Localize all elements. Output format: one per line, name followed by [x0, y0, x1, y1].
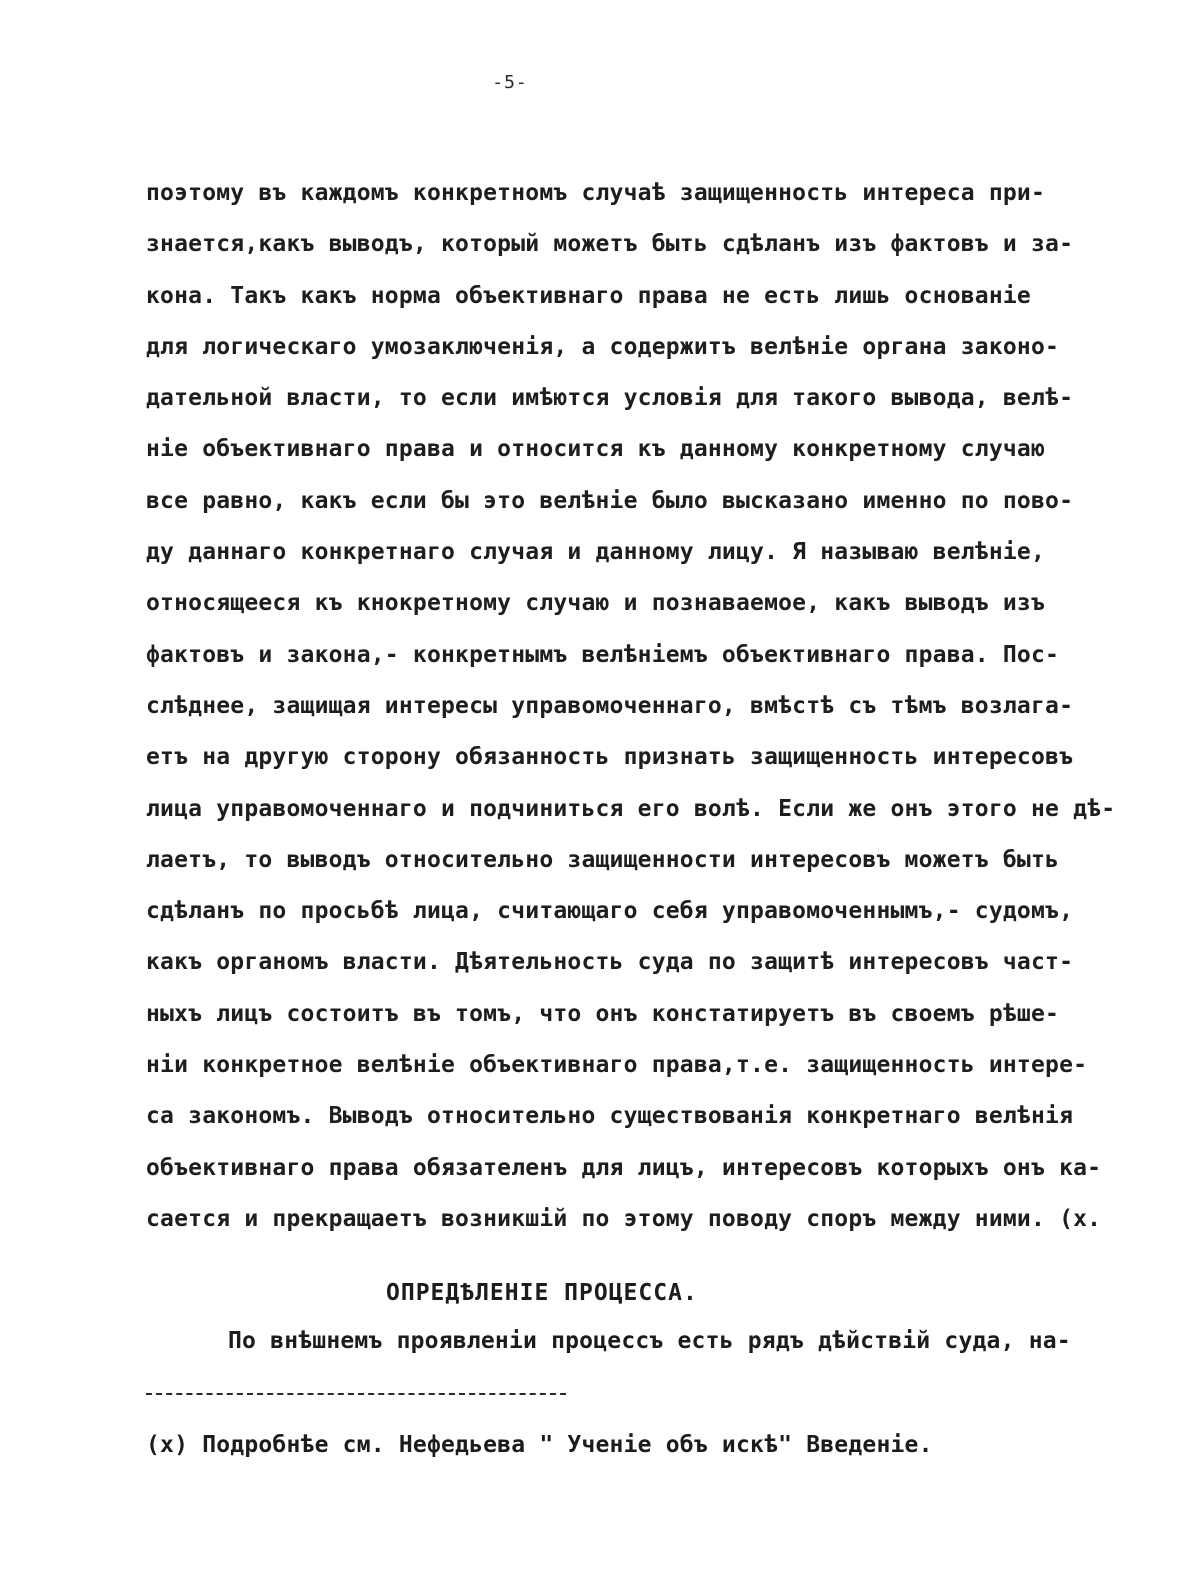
paragraph-line: относящееся къ кнокретному случаю и познаваемое, какъ выводъ изъ — [146, 590, 1046, 617]
section-heading: ОПРЕДѢЛЕНІЕ ПРОЦЕССА. — [386, 1280, 698, 1306]
paragraph-line: сается и прекращаетъ возникшій по этому поводу споръ между ними. (х. — [146, 1205, 1102, 1232]
paragraph-line: поэтому въ каждомъ конкретномъ случаѣ защищенность интереса при- — [146, 180, 1046, 206]
footnote-separator — [146, 1393, 566, 1395]
paragraph-line: са закономъ. Выводъ относительно существованія конкретнаго велѣнія — [146, 1103, 1074, 1130]
paragraph-line: ду даннаго конкретнаго случая и данному лицу. Я называю велѣніе, — [146, 539, 1046, 566]
page-number: -5- — [492, 72, 528, 93]
footnote: (х) Подробнѣе см. Нефедьева " Ученіе объ искѣ" Введеніе. — [146, 1432, 933, 1458]
paragraph-line: все равно, какъ если бы это велѣніе было высказано именно по пово- — [146, 487, 1074, 514]
section-first-line: По внѣшнемъ проявленіи процессъ есть рядъ дѣйствій суда, на- — [228, 1328, 1071, 1354]
paragraph-line: слѣднее, защищая интересы управомоченнаго, вмѣстѣ съ тѣмъ возлага- — [146, 692, 1074, 719]
paragraph-line: етъ на другую сторону обязанность признать защищенность интересовъ — [146, 744, 1074, 771]
paragraph-line: ніе объективнаго права и относится къ данному конкретному случаю — [146, 436, 1046, 463]
paragraph-line: какъ органомъ власти. Дѣятельность суда по защитѣ интересовъ част- — [146, 949, 1074, 976]
paragraph-line: дательной власти, то если имѣются условія для такого вывода, велѣ- — [146, 385, 1074, 412]
paragraph-line: фактовъ и закона,- конкретнымъ велѣніемъ объективнаго права. Пос- — [146, 641, 1060, 668]
paragraph-line: объективнаго права обязателенъ для лицъ, интересовъ которыхъ онъ ка- — [146, 1154, 1102, 1181]
paragraph-line: для логическаго умозаключенія, а содержитъ велѣніе органа законо- — [146, 333, 1060, 360]
paragraph-line: сдѣланъ по просьбѣ лица, считающаго себя управомоченнымъ,- судомъ, — [146, 898, 1074, 925]
paragraph-line: кона. Такъ какъ норма объективнаго права не есть лишь основаніе — [146, 282, 1031, 309]
paragraph-line: ніи конкретное велѣніе объективнаго права,т.е. защищенность интере- — [146, 1052, 1088, 1079]
paragraph-line: ныхъ лицъ состоитъ въ томъ, что онъ констатируетъ въ своемъ рѣше- — [146, 1000, 1060, 1027]
paragraph-line: лаетъ, то выводъ относительно защищенности интересовъ можетъ быть — [146, 846, 1060, 873]
paragraph-line: знается,какъ выводъ, который можетъ быть сдѣланъ изъ фактовъ и за- — [146, 231, 1074, 258]
paragraph-line: лица управомоченнаго и подчиниться его волѣ. Если же онъ этого не дѣ- — [146, 795, 1116, 822]
main-paragraph — [146, 168, 1116, 1245]
